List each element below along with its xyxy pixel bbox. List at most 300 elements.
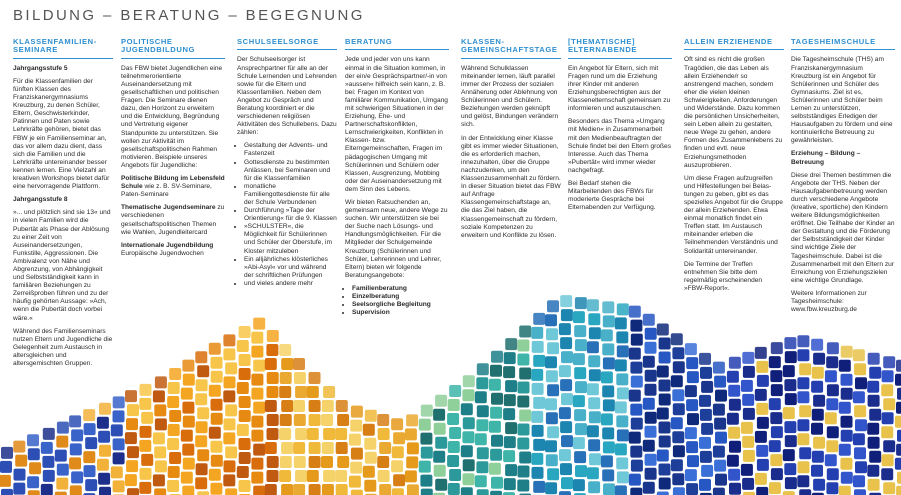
mosaic-tile	[714, 460, 726, 472]
mosaic-tile	[659, 464, 671, 476]
column-heading: SCHULSEELSORGE	[237, 37, 319, 46]
mosaic-tile	[825, 370, 837, 382]
mosaic-tile	[448, 483, 460, 495]
mosaic-tile	[785, 351, 797, 363]
mosaic-tile	[265, 400, 277, 412]
mosaic-tile	[197, 491, 209, 495]
mosaic-tile	[84, 423, 96, 435]
mosaic-tile	[225, 488, 237, 495]
mosaic-tile	[855, 461, 867, 473]
column-allein-erziehende	[684, 38, 784, 298]
mosaic-tile	[210, 441, 222, 453]
mosaic-tile	[827, 342, 839, 354]
mosaic-tile	[601, 455, 613, 467]
mosaic-tile	[125, 474, 137, 486]
mosaic-tile	[631, 418, 643, 430]
mosaic-tile	[700, 409, 712, 421]
mosaic-tile	[447, 413, 459, 425]
mosaic-tile	[531, 453, 543, 465]
mosaic-tile	[797, 419, 809, 431]
mosaic-tile	[574, 409, 586, 421]
mosaic-tile	[405, 428, 417, 440]
mosaic-tile	[659, 394, 671, 406]
mosaic-tile	[561, 351, 573, 363]
mosaic-tile	[615, 485, 627, 495]
mosaic-tile	[532, 467, 544, 479]
mosaic-tile	[769, 440, 781, 452]
mosaic-tile	[743, 408, 755, 420]
mosaic-tile	[853, 391, 865, 403]
mosaic-tile	[713, 488, 725, 495]
mosaic-tile	[70, 485, 82, 495]
mosaic-tile	[28, 448, 40, 460]
mosaic-tile	[335, 428, 347, 440]
mosaic-tile	[377, 414, 389, 426]
mosaic-tile	[419, 461, 431, 473]
mosaic-tile	[183, 416, 195, 428]
mosaic-tile	[728, 385, 740, 397]
mosaic-tile	[126, 460, 138, 472]
heading-divider	[461, 58, 561, 59]
mosaic-tile	[99, 403, 111, 415]
mosaic-tile	[546, 328, 558, 340]
mosaic-tile	[700, 451, 712, 463]
mosaic-tile	[729, 483, 741, 495]
mosaic-tile	[868, 395, 880, 407]
mosaic-tile	[868, 479, 880, 491]
mosaic-tile	[336, 484, 348, 495]
mosaic-tile	[671, 459, 683, 471]
mosaic-tile	[783, 449, 795, 461]
mosaic-tile	[519, 326, 531, 338]
mosaic-tile	[309, 442, 321, 454]
mosaic-tile	[645, 454, 657, 466]
mosaic-tile	[182, 402, 194, 414]
mosaic-tile	[294, 456, 306, 468]
mosaic-tile	[407, 442, 419, 454]
mosaic-tile	[587, 467, 599, 479]
mosaic-tile	[841, 416, 853, 428]
mosaic-tile	[671, 417, 683, 429]
mosaic-tile	[168, 382, 180, 394]
mosaic-tile	[799, 489, 811, 495]
mosaic-tile	[139, 482, 151, 494]
mosaic-tile	[783, 407, 795, 419]
mosaic-tile	[182, 444, 194, 456]
list-item: • und vieles andere mehr	[244, 280, 337, 288]
mosaic-tile	[896, 444, 901, 456]
mosaic-tile	[475, 391, 487, 403]
mosaic-tile	[237, 382, 249, 394]
mosaic-tile	[868, 353, 880, 365]
mosaic-tile	[517, 438, 529, 450]
mosaic-tile	[223, 474, 235, 486]
mosaic-tile	[589, 327, 601, 339]
mosaic-tile	[617, 429, 629, 441]
paragraph	[121, 175, 225, 199]
mosaic-tile	[727, 455, 739, 467]
mosaic-tile	[645, 342, 657, 354]
mosaic-tile	[813, 353, 825, 365]
mosaic-tile	[141, 412, 153, 424]
mosaic-tile	[321, 456, 333, 468]
mosaic-tile	[239, 438, 251, 450]
mosaic-tile	[433, 451, 445, 463]
mosaic-tile	[755, 431, 767, 443]
mosaic-tile	[251, 374, 263, 386]
mosaic-tile	[349, 476, 361, 488]
mosaic-tile	[153, 432, 165, 444]
mosaic-tile	[841, 430, 853, 442]
mosaic-tile	[797, 475, 809, 487]
paragraph: Während Schulklassen miteinander lernen, läuft parallel immer der Prozess der sozialen Annäherung oder Ablehnung von Schülerinnen und Schülern. Beziehungen werden geknüpft und gelöst, Bindungen verändern sich.	[461, 64, 559, 129]
mosaic-tile	[505, 464, 517, 476]
mosaic-tile	[239, 410, 251, 422]
mosaic-tile	[629, 432, 641, 444]
mosaic-tile	[491, 435, 503, 447]
mosaic-tile	[771, 384, 783, 396]
mosaic-tile	[715, 432, 727, 444]
mosaic-tile	[55, 450, 67, 462]
mosaic-tile	[125, 432, 137, 444]
mosaic-tile	[533, 397, 545, 409]
mosaic-tile	[140, 426, 152, 438]
mosaic-tile	[771, 426, 783, 438]
mosaic-tile	[673, 445, 685, 457]
mosaic-tile	[237, 466, 249, 478]
column-klassenfamilienseminare	[13, 38, 113, 373]
mosaic-tile	[575, 381, 587, 393]
mosaic-tile	[28, 490, 40, 495]
mosaic-tile	[504, 436, 516, 448]
mosaic-tile	[741, 464, 753, 476]
subheading: Erziehung – Bildung – Betreuung	[791, 150, 861, 166]
mosaic-tile	[322, 442, 334, 454]
list-item: • Durchführung »Tage der Orientierung« für die 9. Klassen	[244, 207, 337, 223]
mosaic-tile	[615, 317, 627, 329]
mosaic-tile	[153, 390, 165, 402]
mosaic-tile	[265, 358, 277, 370]
mosaic-tile	[295, 470, 307, 482]
mosaic-tile	[839, 444, 851, 456]
mosaic-tile	[574, 451, 586, 463]
mosaic-tile	[715, 474, 727, 486]
mosaic-tile	[196, 421, 208, 433]
mosaic-tile	[295, 386, 307, 398]
mosaic-tile	[280, 414, 292, 426]
mosaic-tile	[743, 366, 755, 378]
mosaic-tile	[659, 478, 671, 490]
mosaic-tile	[475, 433, 487, 445]
paragraph: Bei Bedarf stehen die Mitarbeitenden des FBWs für moderierte Gespräche bei Elternabenden zur Verfügung.	[568, 180, 656, 212]
mosaic-tile	[281, 484, 293, 495]
mosaic-tile	[895, 458, 901, 470]
heading-divider	[237, 49, 337, 50]
mosaic-tile	[867, 423, 879, 435]
mosaic-tile	[547, 426, 559, 438]
mosaic-tile	[869, 451, 881, 463]
mosaic-tile	[363, 424, 375, 436]
mosaic-tile	[435, 395, 447, 407]
mosaic-tile	[841, 346, 853, 358]
mosaic-tile	[728, 427, 740, 439]
mosaic-tile	[463, 417, 475, 429]
mosaic-tile	[251, 346, 263, 358]
mosaic-tile	[616, 457, 628, 469]
mosaic-tile	[643, 482, 655, 494]
mosaic-tile	[813, 395, 825, 407]
mosaic-tile	[447, 455, 459, 467]
bullet-list	[345, 285, 449, 317]
mosaic-tile	[757, 375, 769, 387]
mosaic-tile	[83, 409, 95, 421]
mosaic-tile	[826, 398, 838, 410]
heading-divider	[684, 49, 784, 50]
mosaic-tile	[519, 410, 531, 422]
mosaic-tile	[798, 461, 810, 473]
mosaic-tile	[713, 404, 725, 416]
mosaic-tile	[867, 465, 879, 477]
mosaic-tile	[223, 390, 235, 402]
mosaic-tile	[575, 339, 587, 351]
mosaic-tile	[813, 437, 825, 449]
mosaic-tile	[294, 414, 306, 426]
list-item: • Seelsorgliche Begleitung	[352, 301, 449, 309]
mosaic-tile	[113, 396, 125, 408]
mosaic-tile	[603, 483, 615, 495]
mosaic-tile	[351, 490, 363, 495]
mosaic-tile	[267, 456, 279, 468]
mosaic-tile	[615, 359, 627, 371]
mosaic-tile	[897, 472, 901, 484]
mosaic-tile	[630, 320, 642, 332]
mosaic-tile	[435, 437, 447, 449]
mosaic-tile	[280, 456, 292, 468]
mosaic-tile	[29, 462, 41, 474]
mosaic-tile	[251, 430, 263, 442]
mosaic-tile	[336, 400, 348, 412]
mosaic-tile	[687, 455, 699, 467]
mosaic-tile	[561, 435, 573, 447]
mosaic-tile	[559, 323, 571, 335]
mosaic-tile	[43, 428, 55, 440]
mosaic-tile	[476, 419, 488, 431]
mosaic-tile	[448, 441, 460, 453]
mosaic-tile	[560, 337, 572, 349]
inline-bold-label: Politische Bildung im Lebensfeld Schule	[121, 175, 225, 191]
paragraph: Um diese Fragen aufzugreifen und Hilfestellungen bei Belas- tungen zu geben, gibt es das spezielles Angebot für die Gruppe der allein Erziehenden. Etwa einmal monatlich findet ein Treffen statt. Im Austausch miteinander erleben die Teilnehmenden Verständnis und Solidarität untereinander.	[684, 174, 783, 255]
mosaic-tile	[448, 399, 460, 411]
mosaic-tile	[672, 347, 684, 359]
mosaic-tile	[771, 342, 783, 354]
mosaic-tile	[756, 403, 768, 415]
mosaic-tile	[490, 449, 502, 461]
mosaic-tile	[253, 360, 265, 372]
mosaic-tile	[729, 399, 741, 411]
mosaic-tile	[127, 404, 139, 416]
mosaic-tile	[559, 491, 571, 495]
mosaic-tile	[503, 450, 515, 462]
mosaic-tile	[181, 472, 193, 484]
mosaic-tile	[797, 433, 809, 445]
mosaic-tile	[827, 426, 839, 438]
mosaic-tile	[881, 468, 893, 480]
mosaic-tile	[154, 488, 166, 495]
mosaic-tile	[839, 486, 851, 495]
mosaic-tile	[97, 417, 109, 429]
mosaic-tile	[812, 367, 824, 379]
mosaic-tile	[182, 486, 194, 495]
mosaic-tile	[209, 427, 221, 439]
mosaic-tile	[896, 486, 901, 495]
mosaic-tile	[603, 315, 615, 327]
mosaic-tile	[85, 437, 97, 449]
heading-divider	[345, 49, 449, 50]
mosaic-tile	[239, 396, 251, 408]
mosaic-tile	[251, 416, 263, 428]
mosaic-tile	[503, 408, 515, 420]
mosaic-tile	[631, 334, 643, 346]
mosaic-tile	[350, 420, 362, 432]
mosaic-tile	[629, 474, 641, 486]
mosaic-tile	[378, 470, 390, 482]
mosaic-tile	[517, 340, 529, 352]
mosaic-tile	[365, 410, 377, 422]
mosaic-tile	[420, 475, 432, 487]
mosaic-tile	[363, 466, 375, 478]
mosaic-tile	[560, 421, 572, 433]
mosaic-tile	[489, 421, 501, 433]
mosaic-tile	[854, 405, 866, 417]
mosaic-tile	[167, 438, 179, 450]
mosaic-tile	[629, 306, 641, 318]
mosaic-tile	[13, 441, 25, 453]
mosaic-tile	[393, 432, 405, 444]
mosaic-tile	[561, 477, 573, 489]
mosaic-tile	[729, 441, 741, 453]
mosaic-tile	[714, 376, 726, 388]
mosaic-tile	[139, 398, 151, 410]
mosaic-tile	[251, 458, 263, 470]
mosaic-tile	[307, 470, 319, 482]
mosaic-tile	[56, 478, 68, 490]
mosaic-tile	[868, 437, 880, 449]
heading-divider	[568, 58, 672, 59]
mosaic-tile	[224, 376, 236, 388]
mosaic-tile	[671, 375, 683, 387]
mosaic-tile	[812, 451, 824, 463]
mosaic-tile	[784, 421, 796, 433]
mosaic-tile	[225, 446, 237, 458]
mosaic-tile	[463, 375, 475, 387]
mosaic-tile	[589, 453, 601, 465]
mosaic-tile	[645, 426, 657, 438]
column-beratung	[345, 38, 449, 322]
mosaic-tile	[265, 484, 277, 495]
mosaic-tile	[99, 445, 111, 457]
mosaic-tile	[111, 466, 123, 478]
mosaic-tile	[643, 440, 655, 452]
mosaic-tile	[323, 386, 335, 398]
column-heading: [THEMATISCHE] ELTERNABENDE	[568, 37, 638, 55]
mosaic-tile	[672, 473, 684, 485]
mosaic-tile	[799, 447, 811, 459]
mosaic-tile	[517, 354, 529, 366]
mosaic-tile	[196, 379, 208, 391]
mosaic-tile	[895, 416, 901, 428]
column-tagesheimschule	[791, 38, 895, 319]
mosaic-tile	[896, 402, 901, 414]
mosaic-tile	[657, 366, 669, 378]
mosaic-tile	[41, 442, 53, 454]
heading-divider	[791, 49, 895, 50]
mosaic-tile	[617, 303, 629, 315]
mosaic-tile	[631, 376, 643, 388]
mosaic-tile	[783, 365, 795, 377]
mosaic-tile	[827, 384, 839, 396]
paragraph: Jede und jeder von uns kann einmal in die Situation kommen, in der ein/e Gesprächspartner/-in von »aussen« hilfreich sein kann, z. B. bei: Fragen im Kontext von familiärer Kommunikation, Umgang mit schwierigen Situationen in der Erziehung, Ehe- und Partnerschaftskonflikten, Lernschwierigkeiten, Konflikten in Klassen- bzw. Elterngemeinschaften, Fragen im pädagogischen Umgang mit Schülerinnen und Schülern oder Klassen, Ausgrenzung, Mobbing oder der Auseinandersetzung mit dem Sinn des Lebens.	[345, 56, 448, 193]
mosaic-tile	[239, 368, 251, 380]
mosaic-tile	[27, 434, 39, 446]
mosaic-tile	[533, 439, 545, 451]
mosaic-tile	[700, 367, 712, 379]
mosaic-tile	[113, 410, 125, 422]
mosaic-tile	[547, 342, 559, 354]
mosaic-tile	[69, 457, 81, 469]
mosaic-tile	[741, 380, 753, 392]
mosaic-tile	[575, 465, 587, 477]
mosaic-tile	[853, 349, 865, 361]
mosaic-tile	[631, 460, 643, 472]
mosaic-tile	[686, 441, 698, 453]
mosaic-tile	[825, 412, 837, 424]
subheading: Jahrgangsstufe 8	[13, 196, 68, 204]
mosaic-tile	[477, 489, 489, 495]
mosaic-tile	[113, 438, 125, 450]
mosaic-tile	[42, 456, 54, 468]
mosaic-tile	[588, 439, 600, 451]
mosaic-tile	[573, 437, 585, 449]
mosaic-tile	[209, 385, 221, 397]
mosaic-tile	[293, 442, 305, 454]
mosaic-tile	[140, 468, 152, 480]
mosaic-tile	[532, 341, 544, 353]
mosaic-tile	[239, 480, 251, 492]
mosaic-tile	[197, 449, 209, 461]
paragraph: Während des Familienseminars nutzen Eltern und Jugendliche die Gelegenheit zum Austausch in altersgleichen und altersgemischten Gruppen.	[13, 327, 113, 367]
mosaic-tile	[477, 405, 489, 417]
mosaic-tile	[489, 463, 501, 475]
mosaic-tile	[168, 424, 180, 436]
mosaic-tile	[799, 363, 811, 375]
mosaic-tile	[491, 393, 503, 405]
mosaic-tile	[1, 489, 13, 495]
paragraph	[121, 204, 225, 236]
mosaic-tile	[643, 314, 655, 326]
mosaic-tile	[714, 418, 726, 430]
mosaic-tile	[323, 428, 335, 440]
mosaic-tile	[83, 451, 95, 463]
mosaic-tile	[797, 377, 809, 389]
mosaic-tile	[337, 414, 349, 426]
mosaic-tile	[839, 360, 851, 372]
mosaic-tile	[462, 431, 474, 443]
mosaic-tile	[883, 356, 895, 368]
mosaic-tile	[532, 425, 544, 437]
mosaic-tile	[785, 435, 797, 447]
mosaic-tile	[0, 461, 12, 473]
mosaic-tile	[841, 388, 853, 400]
